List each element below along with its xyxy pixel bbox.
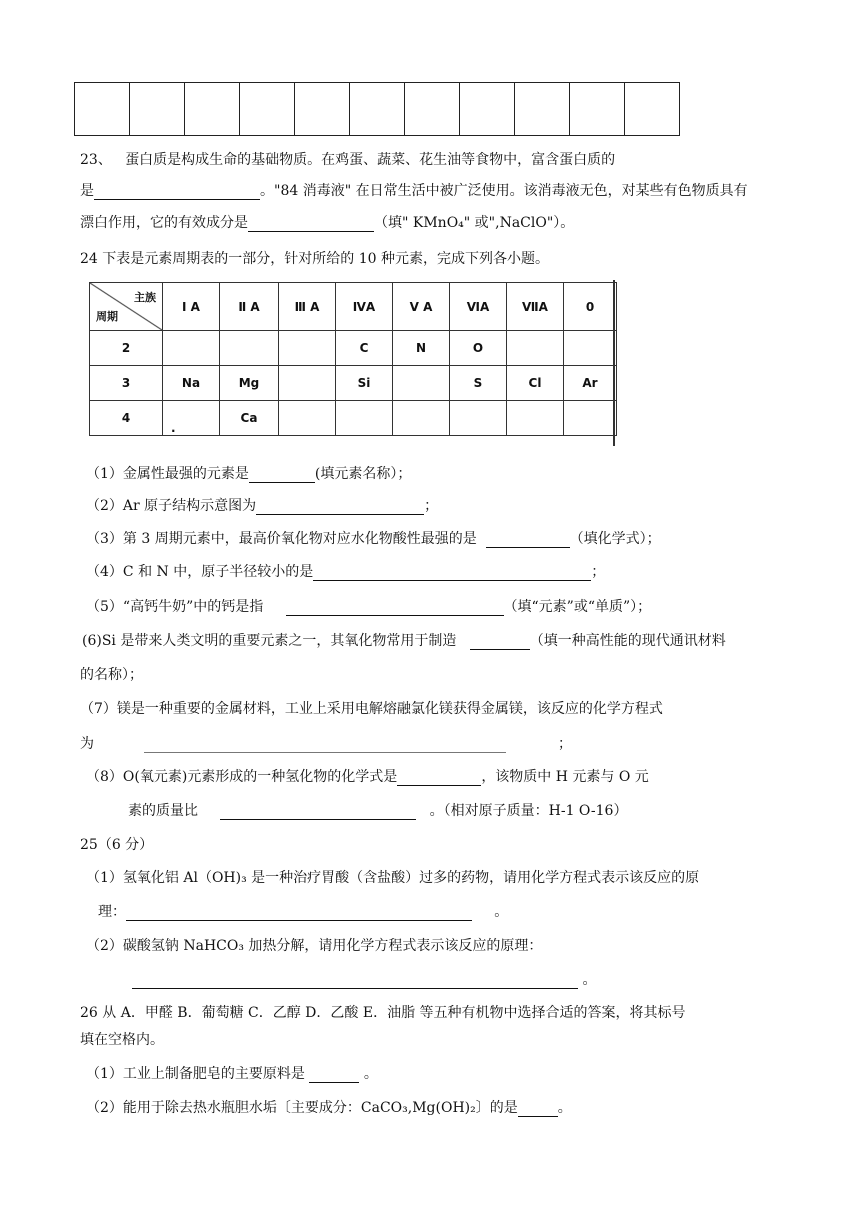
- q26-text: （1）工业上制备肥皂的主要原料是: [86, 1066, 305, 1082]
- pt-header: Ⅱ A: [220, 283, 279, 331]
- q24-text: （8）O(氧元素)元素形成的一种氢化物的化学式是: [86, 769, 398, 785]
- q23-text: （填" KMnO₄" 或",NaClO"）。: [374, 215, 575, 231]
- q24-text: （填化学式）；: [569, 531, 661, 547]
- q23-text: 是: [80, 183, 94, 199]
- q24-blank-7[interactable]: [144, 738, 506, 753]
- q26-line1: 26 从 A．甲醛 B．葡萄糖 C．乙醇 D．乙酸 E．油脂 等五种有机物中选择合适的答案，将其标号: [80, 1005, 686, 1021]
- pt-cell: Ar: [564, 366, 617, 401]
- q24-blank-4[interactable]: [313, 566, 591, 581]
- q24-text: （5）“高钙牛奶”中的钙是指: [86, 599, 264, 615]
- pt-corner-cell: [90, 283, 163, 331]
- q25-text: 。: [494, 904, 509, 920]
- q24-s3: [86, 528, 661, 548]
- pt-cell: [393, 366, 450, 401]
- pt-header: I A: [163, 283, 220, 331]
- q25-title: 25（6 分）: [80, 837, 154, 853]
- pt-cell: O: [450, 331, 507, 366]
- pt-cell: N: [393, 331, 450, 366]
- q24-blank-8a[interactable]: [397, 771, 481, 786]
- pt-cell: [163, 331, 220, 366]
- q24-blank-2[interactable]: [256, 500, 424, 515]
- q24-s8-cont: [128, 800, 627, 820]
- answer-cell[interactable]: [405, 83, 460, 136]
- pt-cell: [450, 401, 507, 436]
- answer-cell[interactable]: [185, 83, 240, 136]
- q24-s2: [86, 495, 438, 515]
- q24-s6: [82, 630, 726, 650]
- q24-text: 为: [80, 736, 94, 752]
- q24-text: （3）第 3 周期元素中，最高价氧化物对应水化物酸性最强的是: [86, 531, 477, 547]
- q24-text: 素的质量比: [128, 803, 198, 819]
- pt-cell: Mg: [220, 366, 279, 401]
- q25-text: 。: [582, 972, 597, 988]
- q26-s1: [86, 1063, 378, 1083]
- q25-text: 理：: [98, 904, 126, 920]
- table-edge-divider: [613, 280, 615, 446]
- pt-cell: [279, 331, 336, 366]
- q24-s6-cont: 的名称）；: [80, 667, 143, 683]
- q25-s1-cont: [98, 901, 508, 921]
- q23-blank-protein[interactable]: [94, 185, 260, 200]
- q24-text: 。（相对原子质量：H-1 O-16）: [429, 803, 628, 819]
- q23-text: 漂白作用，它的有效成分是: [80, 215, 248, 231]
- q23-text: 蛋白质是构成生命的基础物质。在鸡蛋、蔬菜、花生油等食物中，富含蛋白质的: [125, 152, 616, 168]
- q25-blank-2[interactable]: [132, 974, 578, 989]
- answer-cell[interactable]: [240, 83, 295, 136]
- pt-period: 2: [90, 331, 163, 366]
- q26-blank-2[interactable]: [518, 1102, 558, 1117]
- pt-cell: [507, 331, 564, 366]
- pt-header: 0: [564, 283, 617, 331]
- q23-line1: [80, 149, 615, 169]
- q26-text: （2）能用于除去热水瓶胆水垢〔主要成分：CaCO₃,Mg(OH)₂〕的是: [86, 1100, 518, 1116]
- q24-s8: [86, 766, 649, 786]
- q23-blank-ingredient[interactable]: [248, 217, 374, 232]
- pt-header: ⅣA: [336, 283, 393, 331]
- q24-text: (6)Si 是带来人类文明的重要元素之一，其氧化物常用于制造: [82, 633, 457, 649]
- pt-cell: [336, 401, 393, 436]
- q24-text: （4）C 和 N 中，原子半径较小的是: [86, 564, 314, 580]
- pt-cell: [163, 401, 220, 436]
- q24-text: ；: [424, 498, 439, 514]
- q26-text: 。: [557, 1100, 572, 1116]
- q23-line2: [80, 180, 748, 200]
- q24-text: (填元素名称）；: [314, 466, 412, 482]
- pt-corner-group: 主族: [134, 291, 156, 304]
- q23-line3: [80, 212, 574, 232]
- q24-blank-6[interactable]: [470, 635, 530, 650]
- q24-text: （填一种高性能的现代通讯材料: [529, 633, 726, 649]
- q26-blank-1[interactable]: [309, 1068, 359, 1083]
- pt-header: ⅦA: [507, 283, 564, 331]
- answer-grid-table: [74, 82, 680, 136]
- q24-text: ，该物质中 H 元素与 O 元: [481, 769, 649, 785]
- answer-cell[interactable]: [625, 83, 680, 136]
- pt-cell: [279, 401, 336, 436]
- q24-text: （2）Ar 原子结构示意图为: [86, 498, 257, 514]
- q24-blank-5[interactable]: [286, 601, 504, 616]
- q24-blank-3[interactable]: [486, 533, 570, 548]
- q24-blank-8b[interactable]: [220, 805, 416, 820]
- q25-s1: （1）氢氧化铝 Al（OH)₃ 是一种治疗胃酸（含盐酸）过多的药物，请用化学方程式表示该反应的原: [86, 870, 700, 886]
- pt-period: 3: [90, 366, 163, 401]
- answer-cell[interactable]: [570, 83, 625, 136]
- answer-cell[interactable]: [130, 83, 185, 136]
- q24-s1: [86, 463, 411, 483]
- pt-header: Ⅲ A: [279, 283, 336, 331]
- periodic-table: [89, 282, 617, 436]
- pt-cell: Ca: [220, 401, 279, 436]
- q24-text: ；: [558, 736, 572, 752]
- q24-s4: [86, 561, 605, 581]
- pt-cell: Cl: [507, 366, 564, 401]
- q24-intro: 24 下表是元素周期表的一部分，针对所给的 10 种元素，完成下列各小题。: [80, 251, 549, 267]
- q26-s2: [86, 1097, 572, 1117]
- pt-cell: S: [450, 366, 507, 401]
- answer-cell[interactable]: [460, 83, 515, 136]
- q23-text: 。"84 消毒液" 在日常生活中被广泛使用。该消毒液无色，对某些有色物质具有: [260, 183, 748, 199]
- q24-s7: （7）镁是一种重要的金属材料，工业上采用电解熔融氯化镁获得金属镁，该反应的化学方程式: [80, 701, 663, 717]
- pt-header: V A: [393, 283, 450, 331]
- pt-corner-period: 周期: [96, 310, 118, 323]
- pt-header: ⅥA: [450, 283, 507, 331]
- q26-line2: 填在空格内。: [80, 1032, 164, 1048]
- answer-cell[interactable]: [295, 83, 350, 136]
- pt-cell: [564, 331, 617, 366]
- pt-cell: Na: [163, 366, 220, 401]
- answer-cell[interactable]: [75, 83, 130, 136]
- pt-period: 4: [90, 401, 163, 436]
- q24-text: （填“元素”或“单质”）；: [503, 599, 652, 615]
- q24-s7-cont: [80, 733, 572, 753]
- pt-cell: [564, 401, 617, 436]
- q24-s5: [86, 596, 651, 616]
- pt-cell: [220, 331, 279, 366]
- pt-stray-mark: .: [171, 421, 176, 435]
- q24-text: （1）金属性最强的元素是: [86, 466, 249, 482]
- answer-cell[interactable]: [350, 83, 405, 136]
- q26-text: 。: [363, 1066, 378, 1082]
- pt-cell: Si: [336, 366, 393, 401]
- q23-number: 23、: [80, 152, 112, 168]
- answer-cell[interactable]: [515, 83, 570, 136]
- q25-blank-1[interactable]: [126, 906, 472, 921]
- q25-s2-cont: [132, 969, 596, 989]
- q24-blank-1[interactable]: [249, 468, 315, 483]
- q25-s2: （2）碳酸氢钠 NaHCO₃ 加热分解，请用化学方程式表示该反应的原理：: [86, 938, 543, 954]
- pt-cell: [507, 401, 564, 436]
- pt-cell: [393, 401, 450, 436]
- pt-cell: [279, 366, 336, 401]
- q24-text: ；: [591, 564, 606, 580]
- pt-cell: C: [336, 331, 393, 366]
